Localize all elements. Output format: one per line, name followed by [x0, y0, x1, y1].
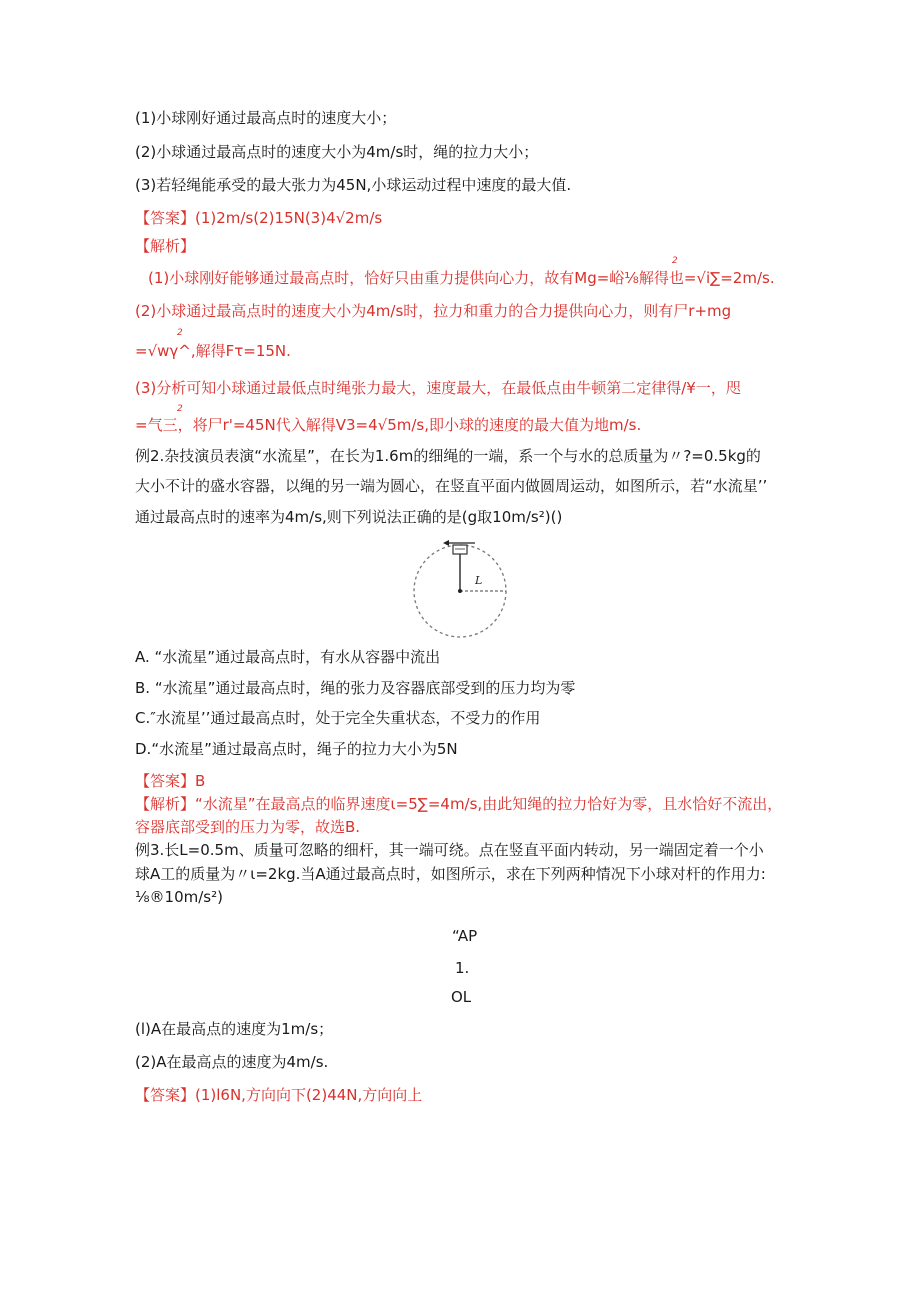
analysis-1-line-3: =√wγ^,解得Fτ=15N.	[135, 342, 291, 360]
analysis-1-line-2: (2)小球通过最高点时的速度大小为4m/s时，拉力和重力的合力提供向心力，则有尸r+mg	[135, 302, 732, 320]
analysis-1-line-4: (3)分析可知小球通过最低点时绳张力最大，速度最大，在最低点由牛顿第二定律得/¥一，咫	[135, 379, 741, 397]
question-1: (1)小球刚好通过最高点时的速度大小；	[135, 109, 397, 127]
answer-1: 【答案】(1)2m/s(2)15N(3)4√2m/s	[135, 209, 383, 227]
example-3-line-1: 例3.长L=0.5m、质量可忽略的细杆，其一端可绕。点在竖直平面内转动，另一端固定着一个小	[135, 841, 764, 859]
water-meteor-figure	[405, 540, 515, 640]
option-d: D.“水流星”通过最高点时，绳子的拉力大小为5N	[135, 740, 458, 758]
option-b: B. “水流星”通过最高点时，绳的张力及容器底部受到的压力均为零	[135, 679, 576, 697]
answer-2: 【答案】B	[135, 772, 206, 790]
example-2-line-2: 大小不计的盛水容器，以绳的另一端为圆心，在竖直平面内做圆周运动，如图所示，若“水流星’’	[135, 477, 768, 495]
arrow-head-icon	[443, 540, 449, 546]
option-c: C.″水流星’’通过最高点时，处于完全失重状态，不受力的作用	[135, 709, 541, 727]
question-3: (3)若轻绳能承受的最大张力为45N,小球运动过程中速度的最大值.	[135, 176, 572, 194]
superscript-mark: 2	[177, 328, 183, 338]
example-2-line-3: 通过最高点时的速率为4m/s,则下列说法正确的是(g取10m∕s²)()	[135, 508, 563, 526]
water-container	[453, 545, 467, 554]
center-point	[458, 589, 462, 593]
superscript-mark: 2	[672, 256, 678, 266]
superscript-mark: 2	[177, 404, 183, 414]
analysis-2-line-2: 容器底部受到的压力为零，故选B.	[135, 818, 361, 836]
option-a: A. “水流星”通过最高点时，有水从容器中流出	[135, 648, 441, 666]
analysis-2-line-1: 【解析】“水流星”在最高点的临界速度ι=5∑=4m/s,由此知绳的拉力恰好为零，且水恰好不流出，	[135, 795, 783, 813]
figure-text-ol: OL	[451, 988, 472, 1006]
example-2-line-1: 例2.杂技演员表演“水流星”，在长为1.6m的细绳的一端，系一个与水的总质量为〃?=0.5kg的	[135, 447, 761, 465]
length-label: L	[475, 574, 483, 587]
analysis-label: 【解析】	[135, 237, 196, 255]
answer-3: 【答案】(1)l6N,方向向下(2)44N,方向向上	[135, 1086, 423, 1104]
figure-text-1: 1.	[455, 959, 470, 977]
example-3-question-2: (2)A在最高点的速度为4m/s.	[135, 1053, 329, 1071]
example-3-line-3: ⅛®10m∕s²)	[135, 888, 223, 906]
example-3-question-1: (l)A在最高点的速度为1m/s；	[135, 1020, 334, 1038]
figure-text-ap: “AP	[452, 927, 478, 945]
analysis-1-line-5: =气三，将尸r'=45N代入解得V3=4√5m/s,即小球的速度的最大值为地m/s.	[135, 416, 642, 434]
analysis-1-line-1: (1)小球刚好能够通过最高点时，恰好只由重力提供向心力，故有Mg=峪⅛解得也=√i∑=2m/s.	[148, 269, 775, 287]
question-2: (2)小球通过最高点时的速度大小为4m/s时，绳的拉力大小；	[135, 143, 539, 161]
example-3-line-2: 球A工的质量为〃ι=2kg.当A通过最高点时，如图所示，求在下列两种情况下小球对杆的作用力:	[135, 865, 766, 883]
